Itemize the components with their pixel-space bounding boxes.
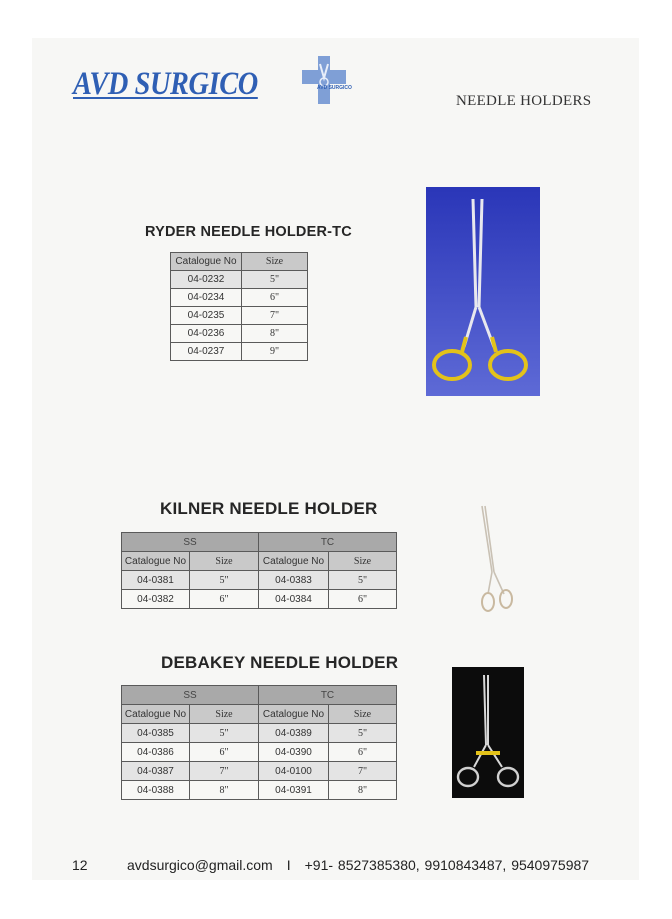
table-row [122,762,397,781]
catalogue-cell: 04-0235 [171,307,242,325]
table-row [122,590,397,609]
catalogue-cell: 04-0387 [122,762,190,781]
col-catalogue: Catalogue No [259,705,329,724]
col-catalogue: Catalogue No [122,705,190,724]
catalogue-cell: 04-0100 [259,762,329,781]
size-cell: 6" [190,590,259,609]
size-cell: 6" [329,590,397,609]
size-cell: 7" [329,762,397,781]
section-title: NEEDLE HOLDERS [456,93,592,109]
table-row [171,343,308,361]
ryder-title: RYDER NEEDLE HOLDER-TC [145,224,352,240]
catalogue-cell: 04-0390 [259,743,329,762]
size-cell: 5" [190,724,259,743]
page-number: 12 [72,857,88,873]
debakey-title: DEBAKEY NEEDLE HOLDER [161,653,399,672]
table-row [122,724,397,743]
catalogue-cell: 04-0383 [259,571,329,590]
catalogue-cell: 04-0237 [171,343,242,361]
catalogue-cell: 04-0232 [171,271,242,289]
catalogue-cell: 04-0234 [171,289,242,307]
group-header-row [122,533,397,552]
kilner-title: KILNER NEEDLE HOLDER [160,499,378,518]
col-catalogue: Catalogue No [259,552,329,571]
table-row [171,307,308,325]
size-cell: 9" [242,343,308,361]
brand-name: AVD SURGICO [73,66,258,102]
catalogue-cell: 04-0391 [259,781,329,800]
size-cell: 6" [242,289,308,307]
footer [72,857,589,873]
table-row [171,271,308,289]
logo-text: AVD SURGICO [317,85,352,91]
col-size: Size [242,253,308,271]
size-cell: 5" [329,571,397,590]
table-row [122,571,397,590]
col-catalogue: Catalogue No [171,253,242,271]
group-tc: TC [259,533,397,552]
catalogue-cell: 04-0385 [122,724,190,743]
size-cell: 5" [242,271,308,289]
debakey-instrument-photo [452,667,524,798]
table-header-row [122,552,397,571]
size-cell: 7" [190,762,259,781]
ryder-table [170,252,308,361]
table-row [171,325,308,343]
catalogue-cell: 04-0389 [259,724,329,743]
catalogue-cell: 04-0386 [122,743,190,762]
catalogue-cell: 04-0384 [259,590,329,609]
size-cell: 5" [190,571,259,590]
group-tc: TC [259,686,397,705]
group-header-row [122,686,397,705]
footer-email[interactable]: avdsurgico@gmail.com [127,857,273,873]
catalogue-cell: 04-0381 [122,571,190,590]
catalogue-cell: 04-0388 [122,781,190,800]
kilner-table [121,532,397,609]
col-catalogue: Catalogue No [122,552,190,571]
size-cell: 8" [190,781,259,800]
size-cell: 5" [329,724,397,743]
size-cell: 6" [329,743,397,762]
col-size: Size [190,705,259,724]
table-row [122,743,397,762]
kilner-instrument-photo [470,502,520,617]
size-cell: 7" [242,307,308,325]
catalogue-cell: 04-0236 [171,325,242,343]
table-header-row [122,705,397,724]
table-row [171,289,308,307]
group-ss: SS [122,686,259,705]
size-cell: 6" [190,743,259,762]
footer-phones[interactable]: +91- 8527385380, 9910843487, 9540975987 [304,857,590,873]
size-cell: 8" [242,325,308,343]
debakey-table [121,685,397,800]
table-row [122,781,397,800]
table-header-row [171,253,308,271]
col-size: Size [190,552,259,571]
group-ss: SS [122,533,259,552]
col-size: Size [329,705,397,724]
ryder-instrument-photo [426,187,540,396]
size-cell: 8" [329,781,397,800]
footer-separator: I [286,857,291,873]
col-size: Size [329,552,397,571]
logo-icon [300,54,348,106]
catalogue-cell: 04-0382 [122,590,190,609]
